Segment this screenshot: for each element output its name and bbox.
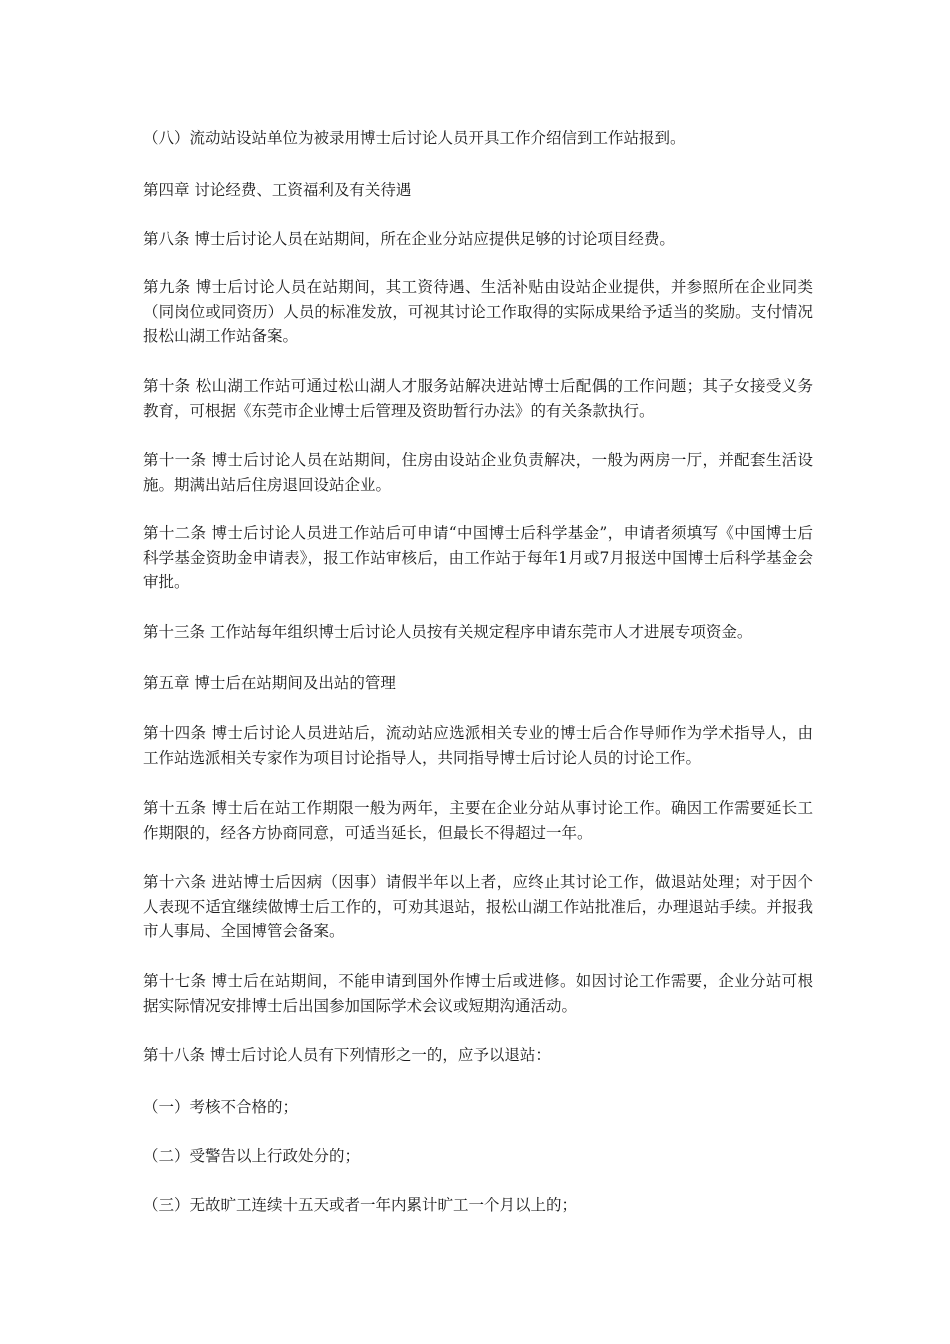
article-13: 第十三条 工作站每年组织博士后讨论人员按有关规定程序申请东莞市人才进展专项资金。 bbox=[143, 623, 753, 641]
article-12: 第十二条 博士后讨论人员进工作站后可申请“中国博士后科学基金”，申请者须填写《中国博士后科学基金资助金申请表》，报工作站审核后，由工作站于每年1月或7月报送中国博士后科学基金会审批。 bbox=[143, 524, 813, 591]
clause-2: （二）受警告以上行政处分的； bbox=[143, 1147, 361, 1165]
clause-3: （三）无故旷工连续十五天或者一年内累计旷工一个月以上的； bbox=[143, 1196, 578, 1214]
article-15: 第十五条 博士后在站工作期限一般为两年，主要在企业分站从事讨论工作。确因工作需要延长工作期限的，经各方协商同意，可适当延长，但最长不得超过一年。 bbox=[143, 799, 813, 842]
article-16: 第十六条 进站博士后因病（因事）请假半年以上者，应终止其讨论工作，做退站处理；对于因个人表现不适宜继续做博士后工作的，可劝其退站，报松山湖工作站批准后，办理退站手续。并报我市人事局、全国博管会备案。 bbox=[143, 873, 813, 940]
chapter-4-heading: 第四章 讨论经费、工资福利及有关待遇 bbox=[143, 181, 412, 199]
article-18: 第十八条 博士后讨论人员有下列情形之一的，应予以退站： bbox=[143, 1046, 551, 1064]
chapter-5-heading: 第五章 博士后在站期间及出站的管理 bbox=[143, 674, 396, 692]
article-14: 第十四条 博士后讨论人员进站后，流动站应选派相关专业的博士后合作导师作为学术指导人，由工作站选派相关专家作为项目讨论指导人，共同指导博士后讨论人员的讨论工作。 bbox=[143, 724, 813, 767]
article-8: 第八条 博士后讨论人员在站期间，所在企业分站应提供足够的讨论项目经费。 bbox=[143, 230, 675, 248]
article-10: 第十条 松山湖工作站可通过松山湖人才服务站解决进站博士后配偶的工作问题；其子女接受义务教育，可根据《东莞市企业博士后管理及资助暂行办法》的有关条款执行。 bbox=[143, 377, 813, 420]
article-17: 第十七条 博士后在站期间，不能申请到国外作博士后或进修。如因讨论工作需要，企业分站可根据实际情况安排博士后出国参加国际学术会议或短期沟通活动。 bbox=[143, 972, 813, 1015]
clause-1: （一）考核不合格的； bbox=[143, 1098, 299, 1116]
paragraph-item-8: （八）流动站设站单位为被录用博士后讨论人员开具工作介绍信到工作站报到。 bbox=[143, 129, 686, 147]
article-11: 第十一条 博士后讨论人员在站期间，住房由设站企业负责解决，一般为两房一厅，并配套生活设施。期满出站后住房退回设站企业。 bbox=[143, 451, 813, 494]
article-9: 第九条 博士后讨论人员在站期间，其工资待遇、生活补贴由设站企业提供，并参照所在企业同类（同岗位或同资历）人员的标准发放，可视其讨论工作取得的实际成果给予适当的奖励。支付情况报松山湖工作站备案。 bbox=[143, 278, 813, 345]
